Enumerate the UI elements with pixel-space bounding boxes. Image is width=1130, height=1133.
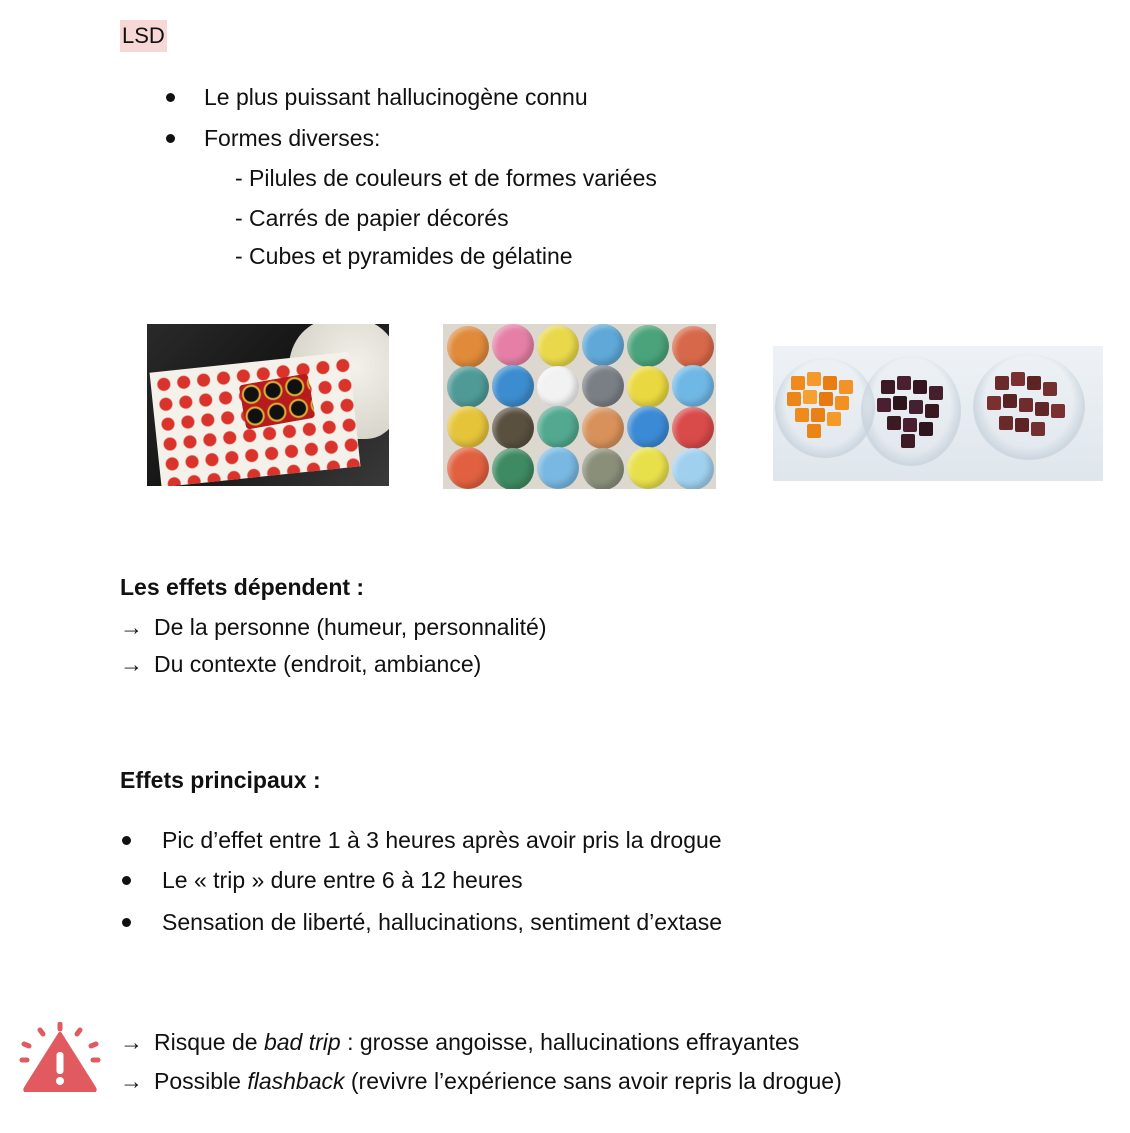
cube [807, 372, 821, 386]
warning-icon [18, 1022, 102, 1092]
pill [627, 366, 669, 408]
pill [672, 448, 714, 489]
cube [1035, 402, 1049, 416]
bullet-dot [122, 918, 131, 927]
pill [582, 324, 624, 366]
cube [913, 380, 927, 394]
pill [537, 406, 579, 448]
pill [672, 365, 714, 407]
pill [447, 406, 489, 448]
section-heading-lsd: LSD [120, 20, 167, 52]
pill [537, 366, 579, 408]
pill [537, 447, 579, 489]
cube [995, 376, 1009, 390]
cube [897, 376, 911, 390]
cube [987, 396, 1001, 410]
pill [492, 365, 534, 407]
effects-depend-item [120, 649, 481, 679]
pill [627, 447, 669, 489]
cube [1043, 382, 1057, 396]
warning-text: Possible [154, 1068, 248, 1094]
warning-italic: flashback [247, 1068, 345, 1094]
bullet-dot [122, 836, 131, 845]
pill [672, 407, 714, 449]
main-effects-title: Effets principaux : [120, 767, 321, 793]
cube [901, 434, 915, 448]
cube [999, 416, 1013, 430]
cube [795, 408, 809, 422]
warning-line-bad-trip [120, 1027, 799, 1057]
cube [919, 422, 933, 436]
bullet-text: Formes diverses: [204, 125, 381, 151]
pill [582, 365, 624, 407]
effects-depend-text: De la personne (humeur, personnalité) [154, 614, 547, 640]
bullet-text: Le plus puissant hallucinogène connu [204, 84, 588, 110]
arrow-icon: → [120, 1029, 143, 1055]
warning-text: (revivre l’expérience sans avoir repris la drogue) [344, 1068, 842, 1094]
cube [839, 380, 853, 394]
cube [835, 396, 849, 410]
main-effect-item: Pic d’effet entre 1 à 3 heures après avoir pris la drogue [162, 827, 722, 853]
cube [1011, 372, 1025, 386]
cube [887, 416, 901, 430]
arrow-icon: → [120, 651, 143, 677]
effects-depend-text: Du contexte (endroit, ambiance) [154, 651, 482, 677]
cube [1027, 376, 1041, 390]
pill [537, 325, 579, 367]
pill [447, 366, 489, 408]
pill [627, 325, 669, 367]
cube [893, 396, 907, 410]
cube [909, 400, 923, 414]
warning-text: Risque de [154, 1029, 264, 1055]
pill [492, 324, 534, 366]
cube [929, 386, 943, 400]
arrow-icon: → [120, 614, 143, 640]
cube [877, 398, 891, 412]
cube [1031, 422, 1045, 436]
form-item: - Pilules de couleurs et de formes variées [235, 165, 657, 191]
effects-depend-item [120, 612, 547, 642]
warning-text: : grosse angoisse, hallucinations effrayantes [340, 1029, 800, 1055]
cube [807, 424, 821, 438]
cube [925, 404, 939, 418]
warning-line-flashback [120, 1066, 842, 1096]
warning-italic: bad trip [263, 1029, 341, 1055]
pill [672, 326, 714, 368]
colored-pills-photo [443, 324, 716, 489]
pill [492, 448, 534, 489]
cube [803, 390, 817, 404]
pill [447, 447, 489, 489]
arrow-icon: → [120, 1068, 143, 1094]
cube [811, 408, 825, 422]
main-effect-item: Le « trip » dure entre 6 à 12 heures [162, 867, 523, 893]
form-item: - Carrés de papier décorés [235, 205, 509, 231]
pill [447, 326, 489, 368]
cube [903, 418, 917, 432]
pill [627, 406, 669, 448]
cube [787, 392, 801, 406]
cube [1051, 404, 1065, 418]
gelatin-cubes-photo [773, 346, 1103, 481]
cube [1003, 394, 1017, 408]
pill [492, 407, 534, 449]
pill [582, 448, 624, 489]
bullet-dot [166, 134, 175, 143]
cube [1019, 398, 1033, 412]
blotter-paper-photo [147, 324, 389, 486]
cube [1015, 418, 1029, 432]
form-item: - Cubes et pyramides de gélatine [235, 243, 573, 269]
main-effect-item: Sensation de liberté, hallucinations, sentiment d’extase [162, 909, 723, 935]
bullet-dot [166, 93, 175, 102]
cube [819, 392, 833, 406]
cube [823, 376, 837, 390]
cube [791, 376, 805, 390]
pill [582, 407, 624, 449]
cube [881, 380, 895, 394]
bullet-dot [122, 876, 131, 885]
cup [775, 358, 875, 458]
cube [827, 412, 841, 426]
effects-depend-title: Les effets dépendent : [120, 574, 365, 600]
